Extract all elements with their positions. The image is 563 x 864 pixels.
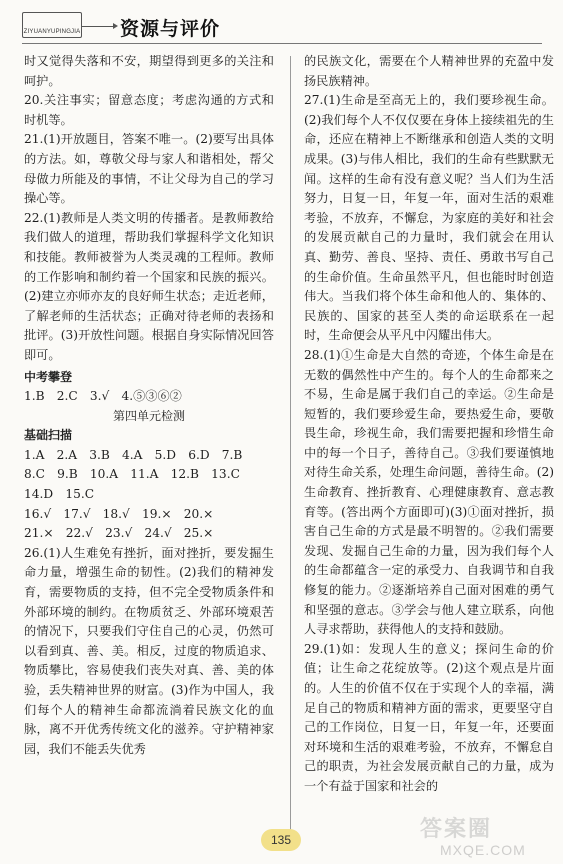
exam-answers: 1.B 2.C 3.√ 4.⑤③⑥②: [24, 389, 182, 404]
unit-title: 第四单元检测: [112, 408, 185, 423]
page-header: [22, 10, 542, 44]
answer-row: 8.C 9.B 10.A 11.A 12.B 13.C: [24, 467, 240, 482]
right-column: [304, 52, 554, 797]
answer-paragraph: 21.(1)开放题目，答案不唯一。(2)要写出具体的方法。如，尊敬父母与家人和谐相处，帮父母做力所能及的事情，不让父母为自己的学习操心等。: [24, 132, 274, 206]
brand-logo: ZIYUANYUPINGJIA: [22, 12, 82, 38]
answer-row: 21.× 22.√ 23.√ 24.√ 25.×: [24, 526, 214, 541]
answer-paragraph: 29.(1)如：发现人生的意义；探问生命的价值；让生命之花绽放等。(2)这个观点是片面的。人生的价值不仅在于实现个人的幸福，满足自己的物质和精神方面的需求，更要坚守自己的工作岗位，日复一日，年复一年，还要面对环境和生活的艰难考验，不放弃，不懈怠自己的职责，为社会发展贡献自己的力量，成为一个有益于国家和社会的: [304, 641, 554, 793]
watermark-url: MXQE.COM: [440, 842, 526, 858]
answer-paragraph: 的民族文化，需要在个人精神世界的充盈中发扬民族精神。: [304, 54, 554, 88]
answer-row: 16.√ 17.√ 18.√ 19.× 20.×: [24, 506, 214, 521]
answer-row: 1.A 2.A 3.B 4.A 5.D 6.D 7.B: [24, 447, 243, 462]
answer-paragraph: 28.(1)①生命是大自然的奇迹，个体生命是在无数的偶然性中产生的。每个人的生命都来之不易，生命是属于我们自己的幸运。②生命是短暂的，我们要珍爱生命，要热爱生命，要敬畏生命，珍视生命，我们需要把握和珍惜生命中的每一个日子，善待自己。③我们要谨慎地对待生命关系，处理生命问题，善待生命。(2)生命教育、挫折教育、心理健康教育、意志教育等。(答出两个方面即可)(3)①面对挫折，损害自己生命的方式是最不明智的。②我们需要发现、发掘自己生命的力量，因为我们每个人的生命都蕴含一定的承受力、自我调节和自我修复的能力。②逐渐培养自己面对困难的勇气和坚强的意志。③学会与他人建立联系，向他人寻求帮助，获得他人的支持和鼓励。: [304, 347, 554, 637]
section-title-exam: 中考攀登: [24, 369, 73, 384]
header-title: 资源与评价: [120, 18, 221, 40]
column-divider: [290, 56, 291, 841]
answer-row: 14.D 15.C: [24, 487, 95, 502]
answer-paragraph: 26.(1)人生难免有挫折，面对挫折，要发掘生命力量，增强生命的韧性。(2)我们的精神发育，需要物质的支持，但不完全受物质条件和外部环境的制约。在物质贫乏、外部环境艰苦的情况下，只要我们守住自己的心灵，仍然可以看到真、善、美。相反，过度的物质追求、物质攀比，容易使我们丧失对真、善、美的体验，丢失精神世界的财富。(3)作为中国人，我们每个人的精神生命都流淌着民族文化的血脉，离不开优秀传统文化的滋养。守护精神家园，我们不能丢失优秀: [24, 545, 274, 756]
watermark-text: 答案圈: [420, 817, 493, 842]
header-arrow-icon: [82, 26, 116, 27]
section-title-basic: 基础扫描: [24, 428, 73, 443]
answer-paragraph: 27.(1)生命是至高无上的，我们要珍视生命。(2)我们每个人不仅仅要在身体上接续祖先的生命，还应在精神上不断继承和创造人类的文明成果。(3)与伟人相比，我们的生命有些默默无闻。这样的生命有没有意义呢？当人们为生活努力，日复一日，年复一年，面对生活的艰难考验，不放弃，不懈怠，为家庭的美好和社会的发展贡献自己的力量时，我们就会在用认真、勤劳、善良、坚持、责任、勇敢书写自己的生命价值。生命虽然平凡，但也能时时创造伟大。当我们将个体生命和他人的、集体的、民族的、国家的甚至人类的命运联系在一起时，生命便会从平凡中闪耀出伟大。: [304, 93, 554, 343]
left-column: [24, 52, 274, 759]
answer-paragraph: 22.(1)教师是人类文明的传播者。是教师教给我们做人的道理，帮助我们掌握科学文化知识和技能。教师被誉为人类灵魂的工程师。教师的工作影响和制约着一个国家和民族的振兴。(2)建立亦师亦友的良好师生状态；走近老师，了解老师的生活状态；正确对待老师的表扬和批评。(3)开放性问题。根据自身实际情况回答即可。: [24, 210, 274, 362]
header-rule: [22, 43, 542, 44]
answer-paragraph: 时又觉得失落和不安，期望得到更多的关注和呵护。: [24, 54, 274, 88]
answer-paragraph: 20.关注事实；留意态度；考虑沟通的方式和时机等。: [24, 93, 274, 127]
page-number: 135: [261, 829, 301, 851]
